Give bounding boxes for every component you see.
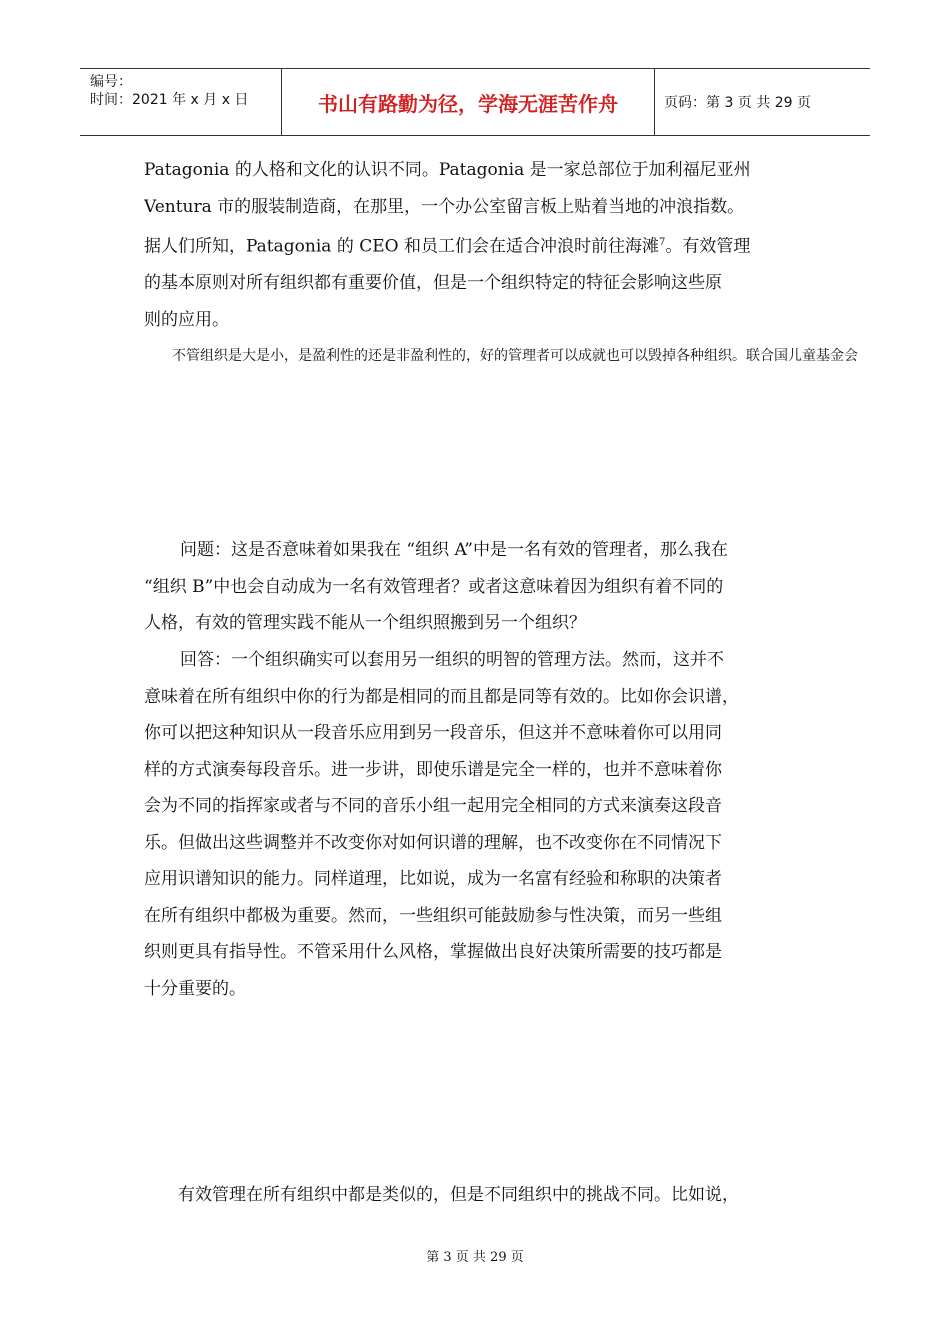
text-line: 你可以把这种知识从一段音乐应用到另一段音乐，但这并不意味着你可以用同 <box>144 723 722 743</box>
paragraph-patagonia <box>144 152 824 338</box>
text-line: 应用识谱知识的能力。同样道理，比如说，成为一名富有经验和称职的决策者 <box>144 869 722 889</box>
text-line: Ventura 市的服装制造商，在那里，一个办公室留言板上贴着当地的冲浪指数。 <box>144 196 745 217</box>
header-meta <box>80 69 282 135</box>
text-line: 有效管理在所有组织中都是类似的，但是不同组织中的挑战不同。比如说， <box>178 1185 739 1205</box>
text-line <box>144 225 824 265</box>
text-line: 意味着在所有组织中你的行为都是相同的而且都是同等有效的。比如你会识谱， <box>144 686 739 707</box>
text-line: 人格，有效的管理实践不能从一个组织照搬到另一个组织？ <box>144 613 586 633</box>
header-page-info: 页码：第 3 页 共 29 页 <box>664 95 811 111</box>
text-line: 样的方式演奏每段音乐。进一步讲，即使乐谱是完全一样的，也并不意味着你 <box>144 759 722 780</box>
text-line: 则的应用。 <box>144 309 229 330</box>
page-header <box>80 68 870 136</box>
text-line: 回答：一个组织确实可以套用另一组织的明智的管理方法。然而，这并不 <box>180 650 724 670</box>
paragraph-closing <box>178 1177 838 1214</box>
text-line: 在所有组织中都极为重要。然而，一些组织可能鼓励参与性决策，而另一些组 <box>144 905 722 926</box>
footnote-ref: 7 <box>658 237 666 248</box>
header-time-label: 时间：2021 年 x 月 x 日 <box>90 92 249 108</box>
text-line: 乐。但做出这些调整并不改变你对如何识谱的理解，也不改变你在不同情况下 <box>144 832 722 853</box>
text-span: 。有效管理 <box>665 236 751 257</box>
paragraph-question <box>144 532 824 642</box>
text-line: 十分重要的。 <box>144 978 246 999</box>
text-line: 问题：这是否意味着如果我在 “组织 A”中是一名有效的管理者，那么我在 <box>180 540 728 560</box>
text-span: 据人们所知，Patagonia 的 CEO 和员工们会在适合冲浪时前往海滩 <box>144 236 659 257</box>
text-line: 会为不同的指挥家或者与不同的音乐小组一起用完全相同的方式来演奏这段音 <box>144 796 722 816</box>
header-number-label: 编号： <box>90 74 132 90</box>
small-text-line: 不管组织是大是小，是盈利性的还是非盈利性的，好的管理者可以成就也可以毁掉各种组织。联合国儿童基金会 <box>172 348 858 364</box>
text-line: “组织 B”中也会自动成为一名有效管理者？或者这意味着因为组织有着不同的 <box>144 576 724 597</box>
page-footer: 第 3 页 共 29 页 <box>426 1250 524 1265</box>
text-line: Patagonia 的人格和文化的认识不同。Patagonia 是一家总部位于加利福尼亚州 <box>144 160 751 180</box>
text-line: 织则更具有指导性。不管采用什么风格，掌握做出良好决策所需要的技巧都是 <box>144 942 722 962</box>
text-line: 的基本原则对所有组织都有重要价值，但是一个组织特定的特征会影响这些原 <box>144 273 722 294</box>
paragraph-answer <box>144 642 824 1007</box>
header-motto: 书山有路勤为径，学海无涯苦作舟 <box>282 69 655 135</box>
